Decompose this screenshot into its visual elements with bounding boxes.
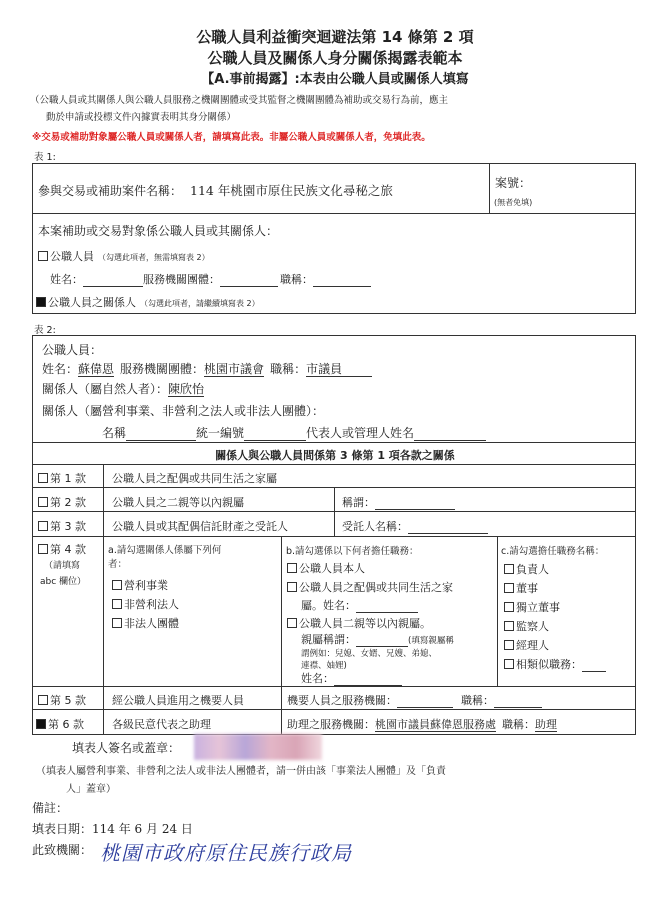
- r3-label-text: 第 3 款: [50, 520, 86, 533]
- c-opt-other[interactable]: [504, 656, 606, 672]
- row4-label[interactable]: [38, 541, 86, 557]
- row1-label[interactable]: [38, 470, 86, 486]
- header-note-1: （公職人員或其關係人與公職人員服務之機關團體或受其監督之機關團體為補助或交易行為前，應主: [30, 95, 449, 106]
- r2-field[interactable]: [375, 498, 455, 510]
- c-opt-3[interactable]: [504, 599, 560, 615]
- r4-label-text: 第 4 款: [50, 543, 86, 556]
- row3-right: [342, 518, 488, 534]
- natural-value: 陳欣怡: [168, 382, 205, 396]
- row1-text: 公職人員之配偶或共同生活之家屬: [112, 472, 277, 485]
- header-note-2: 動於申請或投標文件內據實表明其身分關係）: [46, 112, 237, 123]
- row2-right: [342, 494, 455, 510]
- c-other-field[interactable]: [582, 660, 606, 672]
- row3-text: 公職人員或其配偶信託財產之受託人: [112, 520, 288, 533]
- form-title-line2: 公職人員及關係人身分關係揭露表範本: [207, 49, 463, 67]
- c-other-label: 相類似職務：: [516, 658, 582, 671]
- a-title-1: a.請勾選關係人係屬下列何: [108, 545, 222, 556]
- subject-label: 本案補助或交易對象係公職人員或其關係人：: [38, 224, 279, 238]
- j-name-label: 名稱: [102, 426, 127, 440]
- c-opt-3-label: 獨立董事: [516, 601, 560, 614]
- checkbox-r1[interactable]: [38, 473, 48, 483]
- b-name-row: [301, 670, 402, 686]
- b-opt-1-label: 公職人員本人: [299, 562, 365, 575]
- c-opt-2-label: 董事: [516, 582, 538, 595]
- date-row: [32, 820, 193, 837]
- j-name-field[interactable]: [126, 429, 196, 441]
- t2-name-value: 蘇偉恩: [78, 362, 115, 376]
- case-name-label: 參與交易或補助案件名稱：: [38, 184, 183, 198]
- b-rel-row: [301, 631, 454, 647]
- j-id-field[interactable]: [244, 429, 306, 441]
- j-rep-field[interactable]: [414, 429, 486, 441]
- official-label: 公職人員：: [42, 343, 103, 357]
- r6-label-text: 第 6 款: [48, 718, 84, 731]
- b-opt-2-name-field[interactable]: [356, 601, 418, 613]
- checkbox-c-other[interactable]: [504, 659, 514, 669]
- t1-title-field[interactable]: [313, 275, 371, 287]
- case-name-value: 114 年桃園市原住民族文化尋秘之旅: [190, 183, 393, 198]
- date-value: 114 年 6 月 24 日: [92, 822, 193, 836]
- a-opt-3[interactable]: [112, 615, 179, 631]
- c-opt-1-label: 負責人: [516, 563, 549, 576]
- t2-name-label: 姓名：: [42, 362, 79, 376]
- form-title-line3: 【A.事前揭露】:本表由公職人員或關係人填寫: [201, 72, 469, 87]
- natural-label: 關係人（屬自然人者）：: [42, 382, 169, 396]
- official-fields: [50, 271, 371, 287]
- row2-label[interactable]: [38, 494, 86, 510]
- c-title: c.請勾選擔任職務名稱：: [501, 546, 605, 557]
- r3-field[interactable]: [408, 522, 488, 534]
- b-name-label: 姓名：: [301, 672, 334, 685]
- r6-right-b: 職稱：: [502, 718, 535, 731]
- checkbox-b2[interactable]: [287, 582, 297, 592]
- relation-header: 關係人與公職人員間係第 3 條第 1 項各款之關係: [215, 449, 455, 462]
- b-title: b.請勾選係以下何者擔任職務：: [286, 546, 419, 557]
- t1-name-field[interactable]: [83, 275, 143, 287]
- b-opt-2-label: 公職人員之配偶或共同生活之家: [299, 581, 453, 594]
- checkbox-official[interactable]: [38, 251, 48, 261]
- to-agency-handwritten: 桃園市政府原住民族行政局: [100, 841, 352, 865]
- b-rel-label: 親屬稱謂：: [301, 633, 356, 646]
- r3-right-label: 受託人名稱：: [342, 520, 408, 533]
- checkbox-b1[interactable]: [287, 563, 297, 573]
- t2-org-value: 桃園市議會: [204, 362, 265, 376]
- checkbox-relative[interactable]: [36, 297, 46, 307]
- r2-right-label: 稱謂：: [342, 496, 375, 509]
- checkbox-c5[interactable]: [504, 640, 514, 650]
- t1-name-label: 姓名：: [50, 273, 83, 286]
- table1-label: 表 1:: [34, 152, 56, 163]
- option-relative-label: 公職人員之關係人: [48, 296, 136, 309]
- checkbox-c1[interactable]: [504, 564, 514, 574]
- r5-label-text: 第 5 款: [50, 694, 86, 707]
- b-opt-2-name: [301, 597, 418, 613]
- option-official-hint: （勾選此項者，無需填寫表 2）: [98, 253, 210, 262]
- t2-title-value: 市議員: [306, 362, 372, 377]
- r2-label-text: 第 2 款: [50, 496, 86, 509]
- option-official-label: 公職人員: [50, 250, 94, 263]
- r5-org-field[interactable]: [397, 696, 453, 708]
- a-opt-1-label: 營利事業: [124, 579, 168, 592]
- a-opt-1[interactable]: [112, 577, 168, 593]
- c-opt-1[interactable]: [504, 561, 549, 577]
- b-opt-2-name-label: 屬。姓名：: [301, 599, 356, 612]
- juristic-label: 關係人（屬營利事業、非營利之法人或非法人團體）：: [42, 404, 325, 418]
- c-opt-2[interactable]: [504, 580, 538, 596]
- b-opt-1[interactable]: [287, 560, 365, 576]
- b-opt-2[interactable]: [287, 579, 453, 595]
- b-rel-hint-1: (填寫親屬稱: [408, 636, 454, 646]
- b-opt-3[interactable]: [287, 615, 431, 631]
- b-rel-field[interactable]: [356, 635, 408, 647]
- footer-note-1: （填表人屬營利事業、非營利之法人或非法人團體者，請一併由該「事業法人團體」及「負責: [36, 766, 446, 777]
- header-red-note: ※交易或補助對象屬公職人員或關係人者，請填寫此表。非屬公職人員或關係人者，免填此表。: [32, 132, 431, 143]
- t2-org-label: 服務機關團體：: [120, 362, 205, 376]
- row6-right: [287, 716, 557, 732]
- b-opt-3-label: 公職人員二親等以內親屬。: [299, 617, 431, 630]
- remarks-label: 備註：: [32, 801, 69, 815]
- r1-label-text: 第 1 款: [50, 472, 86, 485]
- row5-right: [287, 692, 542, 708]
- c-opt-4[interactable]: [504, 618, 549, 634]
- redacted-signature: [194, 734, 322, 760]
- c-opt-5[interactable]: [504, 637, 549, 653]
- checkbox-r3[interactable]: [38, 521, 48, 531]
- a-opt-2[interactable]: [112, 596, 179, 612]
- r5-title-field[interactable]: [494, 696, 542, 708]
- natural-row: [42, 380, 204, 397]
- r4-hint-1: （請填寫: [44, 561, 81, 571]
- b-rel-hint-2: 謂例如：兒媳、女婿、兄嫂、弟媳、: [301, 649, 438, 659]
- b-name-field[interactable]: [334, 674, 402, 686]
- checkbox-r6[interactable]: [36, 719, 46, 729]
- checkbox-c3[interactable]: [504, 602, 514, 612]
- checkbox-r4[interactable]: [38, 544, 48, 554]
- t1-org-field[interactable]: [220, 275, 278, 287]
- checkbox-a3[interactable]: [112, 618, 122, 628]
- a-opt-3-label: 非法人團體: [124, 617, 179, 630]
- a-title-2: 者：: [108, 559, 128, 570]
- case-no-label: 案號：: [495, 176, 532, 190]
- row3-label[interactable]: [38, 518, 86, 534]
- t2-title-label: 職稱：: [270, 362, 307, 376]
- footer-note-2: 人」蓋章）: [66, 784, 116, 795]
- t1-org-label: 服務機關團體：: [143, 273, 220, 286]
- checkbox-b3[interactable]: [287, 618, 297, 628]
- date-label: 填表日期：: [32, 822, 93, 836]
- row6-text: 各級民意代表之助理: [112, 718, 211, 731]
- checkbox-a1[interactable]: [112, 580, 122, 590]
- r6-right-a: 助理之服務機關：: [287, 718, 375, 731]
- checkbox-c2[interactable]: [504, 583, 514, 593]
- checkbox-a2[interactable]: [112, 599, 122, 609]
- r5-right-a: 機要人員之服務機關：: [287, 694, 397, 707]
- sign-label: 填表人簽名或蓋章：: [72, 741, 181, 755]
- form-title-line1: 公職人員利益衝突迴避法第 14 條第 2 項: [196, 28, 474, 46]
- c-opt-4-label: 監察人: [516, 620, 549, 633]
- row5-text: 經公職人員進用之機要人員: [112, 694, 244, 707]
- checkbox-r5[interactable]: [38, 695, 48, 705]
- option-relative-hint: （勾選此項者，請繼續填寫表 2）: [140, 299, 260, 308]
- table2-label: 表 2:: [34, 325, 56, 336]
- r6-org-value: 桃園市議員蘇偉恩服務處: [375, 718, 496, 731]
- row6-label[interactable]: [36, 716, 84, 732]
- t2-official-row: [42, 360, 372, 377]
- row2-text: 公職人員之二親等以內親屬: [112, 496, 244, 509]
- checkbox-r2[interactable]: [38, 497, 48, 507]
- option-official[interactable]: [38, 248, 210, 264]
- t1-title-label: 職稱：: [280, 273, 313, 286]
- j-id-label: 統一編號: [196, 426, 245, 440]
- case-no-hint: (無者免填): [494, 198, 533, 207]
- r6-title-value: 助理: [535, 718, 557, 731]
- r5-right-b: 職稱：: [461, 694, 494, 707]
- checkbox-c4[interactable]: [504, 621, 514, 631]
- b-rel-hint-3: 連襟、妯娌): [301, 661, 347, 671]
- juristic-fields: [102, 424, 486, 441]
- j-rep-label: 代表人或管理人姓名: [306, 426, 415, 440]
- r4-hint-2: abc 欄位）: [40, 577, 87, 587]
- row5-label[interactable]: [38, 692, 86, 708]
- to-label: 此致機關：: [32, 843, 93, 857]
- a-opt-2-label: 非營利法人: [124, 598, 179, 611]
- c-opt-5-label: 經理人: [516, 639, 549, 652]
- option-relative[interactable]: [36, 294, 260, 310]
